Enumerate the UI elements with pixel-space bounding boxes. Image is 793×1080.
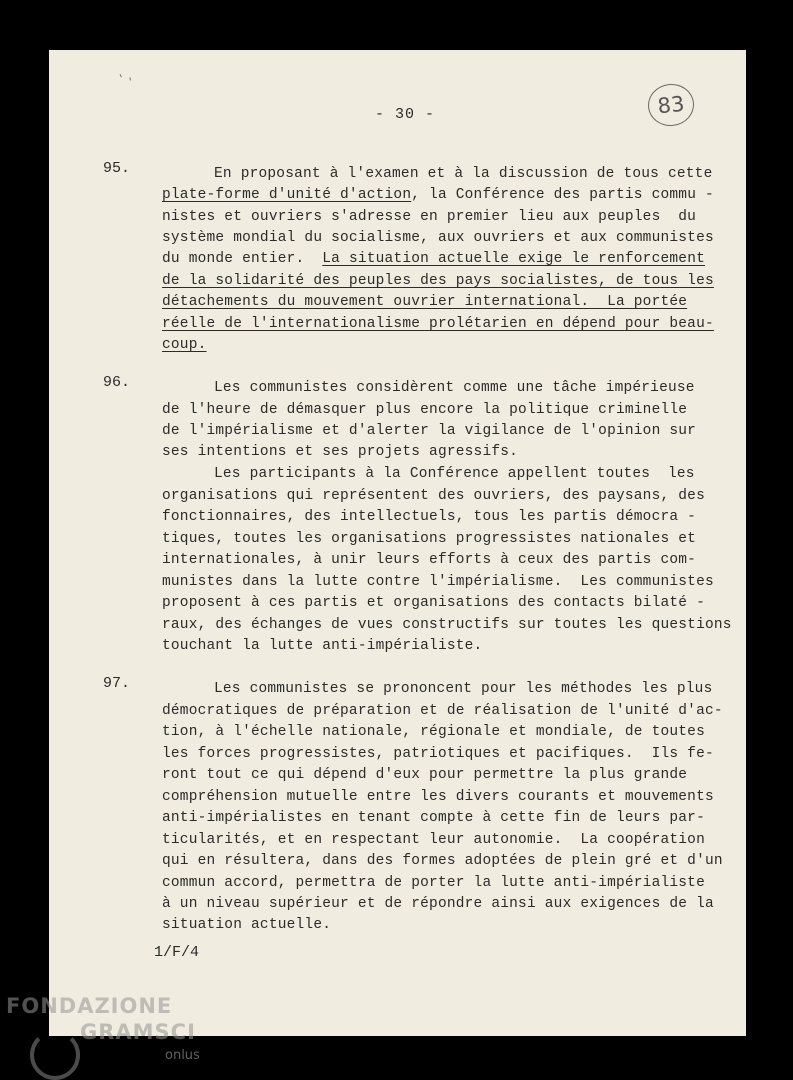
text-line: de la solidarité des peuples des pays socialistes, de tous les <box>162 273 714 289</box>
text-line: anti-impérialistes en tenant compte à cette fin de leurs par- <box>162 810 705 826</box>
watermark-text-secondary: GRAMSCI <box>80 1020 196 1044</box>
text-line: Les communistes se prononcent pour les méthodes les plus <box>214 681 713 697</box>
watermark-onlus: onlus <box>165 1048 200 1063</box>
text-line: plate-forme d'unité d'action, la Conférence des partis commu - <box>162 187 714 203</box>
text-line: organisations qui représentent des ouvriers, des paysans, des <box>162 488 705 504</box>
text-line: compréhension mutuelle entre les divers courants et mouvements <box>162 789 714 805</box>
watermark-text: FONDAZIONE <box>6 994 173 1018</box>
watermark-logo-icon <box>30 1030 80 1080</box>
page-number: - 30 - <box>374 106 435 123</box>
text-line: tion, à l'échelle nationale, régionale et mondiale, de toutes <box>162 724 705 740</box>
text-line: de l'impérialisme et d'alerter la vigilance de l'opinion sur <box>162 423 697 439</box>
text-line: Les participants à la Conférence appellent toutes les <box>214 466 695 482</box>
text-line: du monde entier. La situation actuelle exige le renforcement <box>162 251 705 267</box>
archive-number-stamp: 83 <box>646 82 696 129</box>
text-line: ticularités, et en respectant leur autonomie. La coopération <box>162 832 705 848</box>
text-line: fonctionnaires, des intellectuels, tous les partis démocra - <box>162 509 697 525</box>
text-line: ront tout ce qui dépend d'eux pour permettre la plus grande <box>162 767 688 783</box>
text-line: internationales, à unir leurs efforts à ceux des partis com- <box>162 552 697 568</box>
text-line: situation actuelle. <box>162 917 332 933</box>
paragraph-number: 96. <box>103 374 131 391</box>
text-line: nistes et ouvriers s'adresse en premier lieu aux peuples du <box>162 209 697 225</box>
text-line: proposent à ces partis et organisations des contacts bilaté - <box>162 595 705 611</box>
text-line: de l'heure de démasquer plus encore la politique criminelle <box>162 402 688 418</box>
text-line: à un niveau supérieur et de répondre ainsi aux exigences de la <box>162 896 714 912</box>
text-line: réelle de l'internationalisme prolétarien en dépend pour beau- <box>162 316 714 332</box>
text-line: En proposant à l'examen et à la discussion de tous cette <box>214 166 713 182</box>
text-line: raux, des échanges de vues constructifs sur toutes les questions <box>162 617 732 633</box>
text-line: ses intentions et ses projets agressifs. <box>162 444 519 460</box>
text-line: tiques, toutes les organisations progressistes nationales et <box>162 531 697 547</box>
text-line: munistes dans la lutte contre l'impérialisme. Les communistes <box>162 574 714 590</box>
pencil-mark: ' , <box>117 68 134 86</box>
text-line: commun accord, permettra de porter la lutte anti-impérialiste <box>162 875 705 891</box>
text-line: système mondial du socialisme, aux ouvriers et aux communistes <box>162 230 714 246</box>
text-line: les forces progressistes, patriotiques et pacifiques. Ils fe- <box>162 746 714 762</box>
text-line: démocratiques de préparation et de réalisation de l'unité d'ac- <box>162 703 723 719</box>
text-line: détachements du mouvement ouvrier international. La portée <box>162 294 688 310</box>
text-line: Les communistes considèrent comme une tâche impérieuse <box>214 380 695 396</box>
text-line: coup. <box>162 337 207 353</box>
document-code: 1/F/4 <box>154 944 200 961</box>
text-line: touchant la lutte anti-impérialiste. <box>162 638 483 654</box>
paragraph-number: 95. <box>103 160 131 177</box>
paragraph-number: 97. <box>103 675 131 692</box>
text-line: qui en résultera, dans des formes adoptées de plein gré et d'un <box>162 853 723 869</box>
